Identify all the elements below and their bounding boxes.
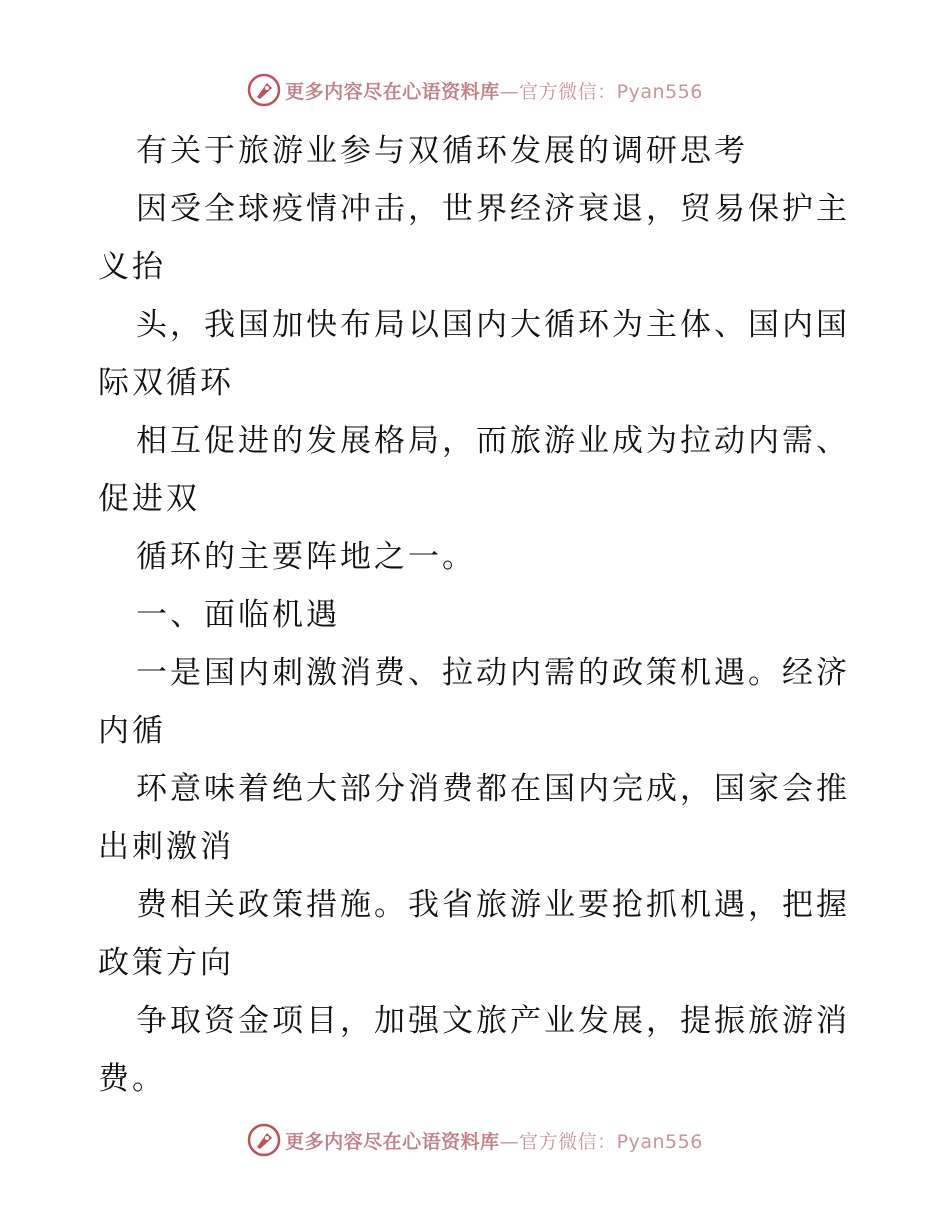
paragraph-line: 政策方向 [98,945,234,981]
paragraph-line: 环意味着绝大部分消费都在国内完成，国家会推 [136,771,850,807]
paragraph-line: 一是国内刺激消费、拉动内需的政策机遇。经济 [136,655,850,691]
footer-brand: 更多内容尽在心语资料库 [285,1130,500,1153]
footer-banner [0,1120,950,1160]
header-dash: — [499,80,520,103]
pen-nib-logo-icon [247,1123,281,1157]
paragraph-line: 头，我国加快布局以国内大循环为主体、国内国 [136,307,850,343]
footer-contact: 官方微信：Pyan556 [519,1130,703,1153]
paragraph-line: 出刺激消 [98,829,234,865]
header-text [285,77,703,104]
paragraph-line: 际双循环 [98,365,234,401]
footer-text [285,1127,703,1154]
header-banner [0,70,950,110]
paragraph-line: 因受全球疫情冲击，世界经济衰退，贸易保护主 [136,191,850,227]
paragraph-line: 义抬 [98,249,166,285]
section-heading: 一、面临机遇 [136,597,340,633]
pen-nib-logo-icon [247,73,281,107]
paragraph-line: 相互促进的发展格局，而旅游业成为拉动内需、 [136,423,850,459]
document-body [98,122,858,1108]
paragraph-line: 争取资金项目，加强文旅产业发展，提振旅游消 [136,1003,850,1039]
paragraph-line: 费。 [98,1061,166,1097]
footer-dash: — [499,1130,520,1153]
paragraph-line: 内循 [98,713,166,749]
paragraph-line: 循环的主要阵地之一。 [136,539,476,575]
paragraph-line: 费相关政策措施。我省旅游业要抢抓机遇，把握 [136,887,850,923]
document-title: 有关于旅游业参与双循环发展的调研思考 [136,133,748,169]
header-contact: 官方微信：Pyan556 [519,80,703,103]
paragraph-line: 促进双 [98,481,200,517]
header-brand: 更多内容尽在心语资料库 [285,80,500,103]
